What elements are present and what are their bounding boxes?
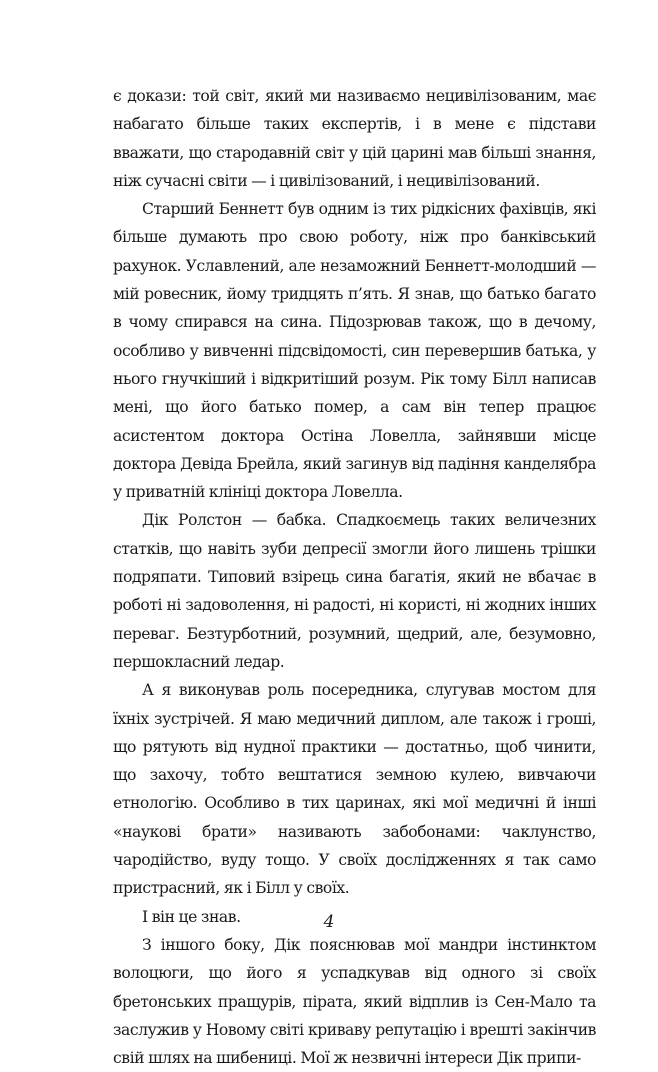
page-number: 4 xyxy=(323,912,335,932)
paragraph-1: є докази: той світ, який ми називаємо нецивілізованим, має набагато більше таких експертів, і в мене є підстави вважати, що стародавній світ у цій царині мав більші знання, ніж сучасні світи — і цивілізований, і нецивілізований. xyxy=(113,87,596,190)
paragraph-2: Старший Беннетт був одним із тих рідкісних фахівців, які більше думають про свою роботу, ніж про банківський рахунок. Уславлений, але незаможний Беннетт-молодший — мій ровесник, йому тридцять п’ять. Я знав, що батько багато в чому спирався на сина. Підозрював також, що в дечому, особливо у вивченні підсвідомості, син перевершив батька, у нього гнучкіший і відкритіший розум. Рік тому Білл написав мені, що його батько помер, а сам він тепер працює асистентом доктора Остіна Ловелла, зайнявши місце доктора Девіда Брейла, який загинув від падіння канделябра у приватній клініці доктора Ловелла. xyxy=(113,200,596,502)
paragraph-5: І він це знав. xyxy=(142,907,241,926)
paragraph-4: А я виконував роль посередника, слугував мостом для їхніх зустрічей. Я маю медичний диплом, але також і гроші, що рятують від нудної практики — достатньо, щоб чинити, що захочу, тобто вештатися земною кулею, вивчаючи етнологію. Особливо в тих царинах, які мої медичні й інші «наукові брати» називають забобонами: чаклунство, чародійство, вуду тощо. У своїх дослідженнях я так само пристрасний, як і Білл у своїх. xyxy=(113,681,596,898)
paragraph-3: Дік Ролстон — бабка. Спадкоємець таких величезних статків, що навіть зуби депресії змогли його лишень трішки подряпати. Типовий взірець сина багатія, який не вбачає в роботі ні задоволення, ні радості, ні користі, ні жодних інших переваг. Безтурботний, розумний, щедрий, але, безумовно, першокласний ледар. xyxy=(113,511,596,671)
paragraph-6: З іншого боку, Дік пояснював мої мандри інстинктом волоцюги, що його я успадкував від одного зі своїх бретонських пращурів, пірата, який відплив із Сен-Мало та заслужив у Новому світі криваву репутацію і врешті закінчив свій шлях на шибениці. Мої ж незвичні інтереси Дік припи- xyxy=(113,935,596,1068)
